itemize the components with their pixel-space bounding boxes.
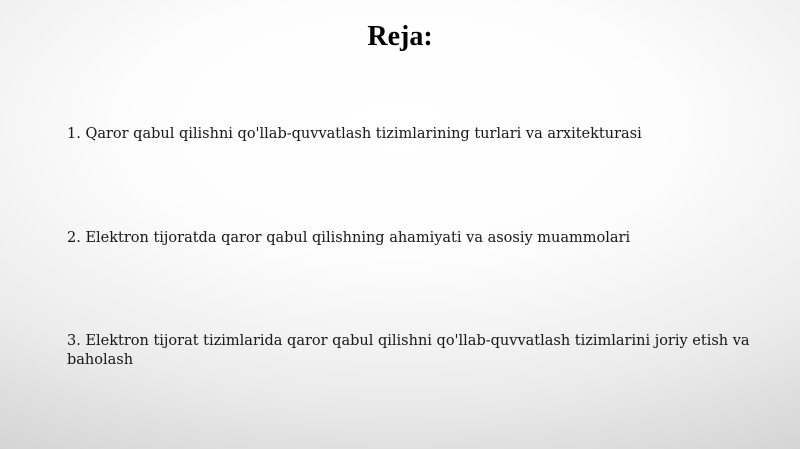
plan-item-2: 2. Elektron tijoratda qaror qabul qilishning ahamiyati va asosiy muammolari bbox=[67, 230, 631, 246]
slide-title: Reja: bbox=[367, 21, 433, 52]
plan-item-3: 3. Elektron tijorat tizimlarida qaror qabul qilishni qo'llab-quvvatlash tizimlarini joriy etish va baholash bbox=[67, 333, 750, 368]
plan-item-1: 1. Qaror qabul qilishni qo'llab-quvvatlash tizimlarining turlari va arxitekturasi bbox=[67, 126, 642, 142]
